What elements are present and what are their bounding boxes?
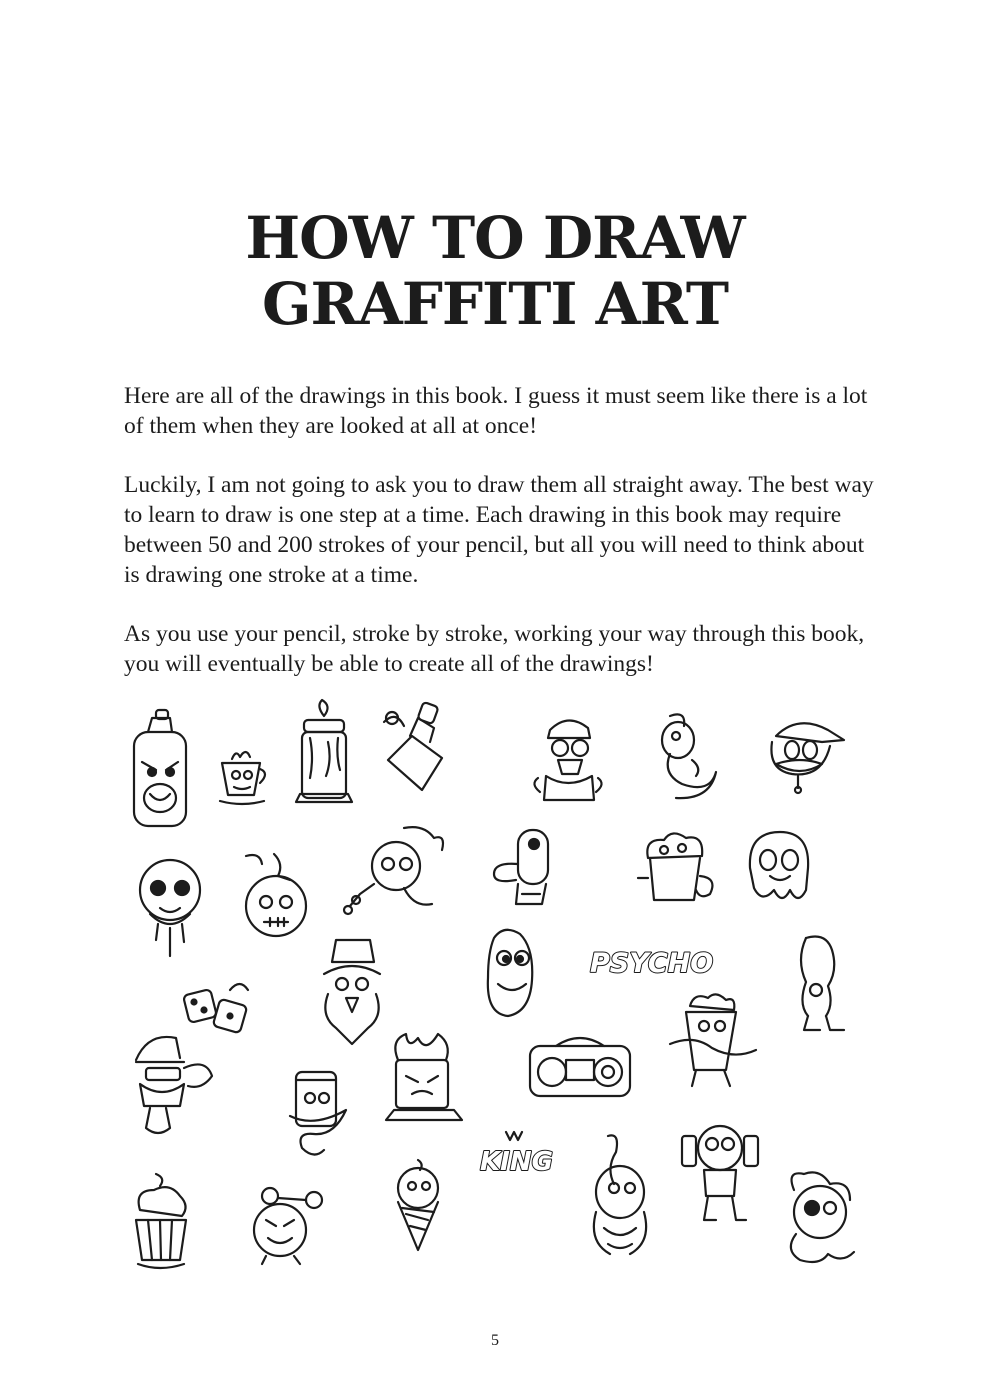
spray-can-kid-drawing — [680, 1120, 762, 1230]
soda-can-character-drawing — [284, 1066, 354, 1162]
paragraph-1: Here are all of the drawings in this book. I guess it must seem like there is a lot of them when they are looked at all at once! — [124, 383, 868, 439]
cap-duck-character-drawing — [752, 712, 850, 796]
melting-cone-character-drawing — [780, 1170, 870, 1270]
psycho-lettering-drawing — [588, 940, 714, 982]
king-lettering-drawing — [478, 1130, 562, 1182]
rotten-mushroom-tree-drawing — [316, 936, 388, 1048]
drawings-gallery — [0, 690, 990, 1290]
title-line-1: HOW TO DRAW — [245, 204, 745, 272]
capsule-tongue-creature-drawing — [490, 828, 554, 914]
genie-character-drawing — [652, 710, 722, 806]
page-number: 5 — [491, 1332, 499, 1349]
melting-candle-jar-drawing — [292, 698, 356, 810]
title-line-2: GRAFFITI ART — [261, 270, 729, 338]
robot-chain-creature-drawing — [344, 824, 448, 922]
bomb-skull-drawing — [240, 850, 312, 944]
skull-character-drawing — [136, 858, 204, 960]
psycho-lettering: PSYCHO — [590, 948, 714, 979]
tall-hat-swirl-character-drawing — [584, 1132, 656, 1262]
grumpy-bird-character-drawing — [244, 1186, 328, 1266]
spray-can-character-drawing — [126, 710, 196, 832]
dripping-ghost-drawing — [744, 828, 814, 908]
king-lettering: KING — [480, 1147, 553, 1177]
tall-blob-character-drawing — [484, 928, 542, 1020]
cupcake-brain-creature-drawing — [634, 828, 718, 908]
boombox-stereo-drawing — [526, 1036, 634, 1100]
popcorn-box-character-drawing — [664, 990, 760, 1090]
tilted-spray-can-drawing — [378, 700, 448, 796]
ice-cream-cone-character-drawing — [392, 1158, 444, 1252]
gas-mask-kid-drawing — [528, 712, 608, 808]
hooded-figure-drawing — [790, 934, 848, 1038]
paragraph-2: Luckily, I am not going to ask you to draw them all straight away. The best way to learn to draw is one step at a time. Each drawing in this book may require between 50 and 200 strokes of your pencil, but all you will need to think about is drawing one stroke at a time. — [124, 472, 874, 588]
cupcake-drawing — [130, 1170, 192, 1278]
intro-text — [124, 381, 884, 708]
kid-with-cap-drawing — [128, 1028, 218, 1144]
flaming-box-character-drawing — [382, 1030, 466, 1128]
paragraph-3: As you use your pencil, stroke by stroke, working your way through this book, you will eventually be able to create all of the drawings! — [124, 621, 865, 677]
teacup-character-drawing — [216, 745, 268, 809]
page-title — [0, 205, 990, 337]
